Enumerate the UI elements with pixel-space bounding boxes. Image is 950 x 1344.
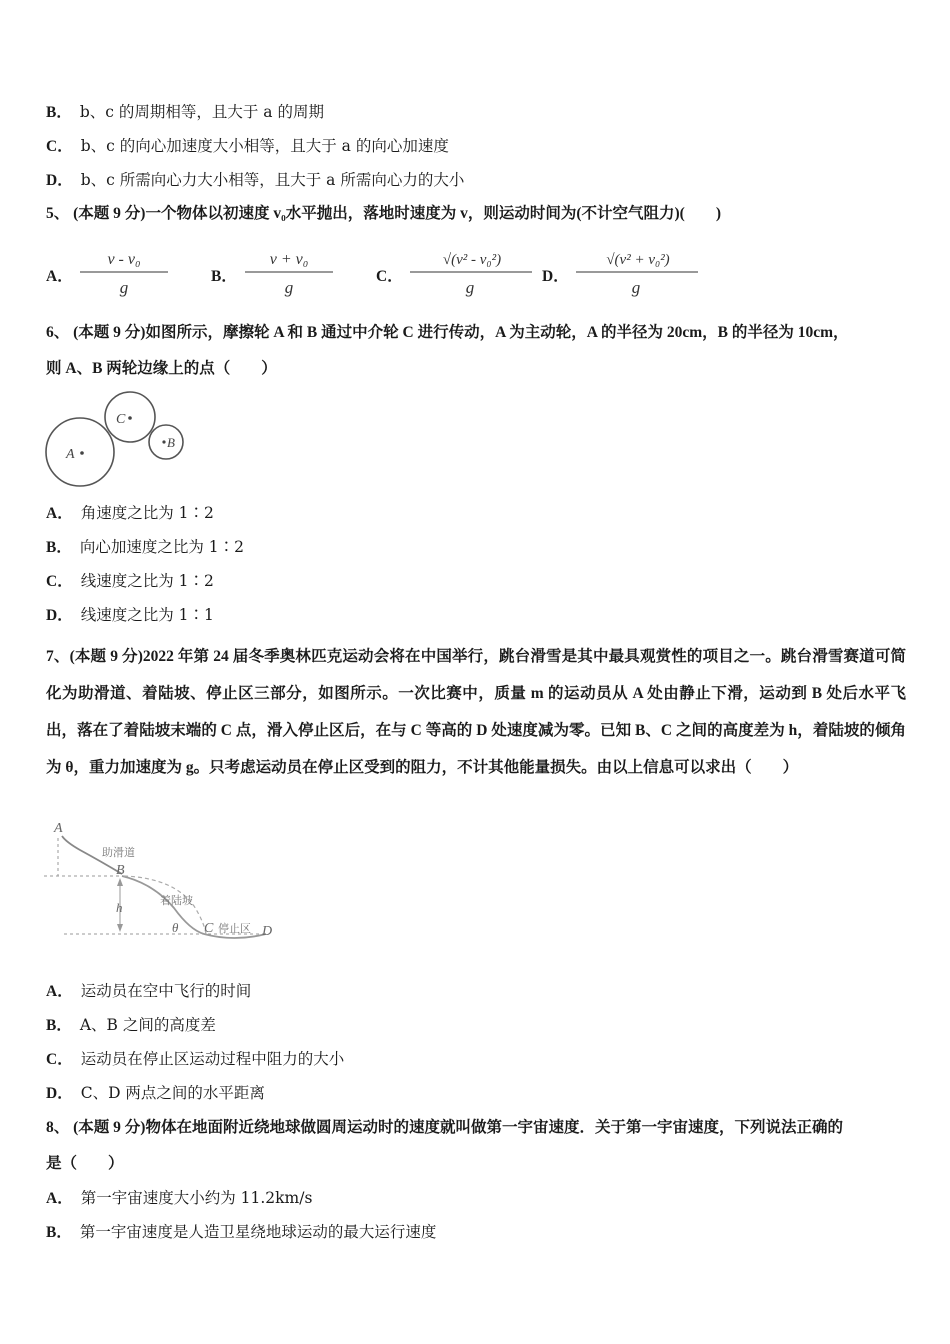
label-theta: θ bbox=[172, 920, 179, 935]
option-text: b、c 所需向心力大小相等，且大于 a 所需向心力的大小 bbox=[80, 171, 465, 189]
option-label: B． bbox=[46, 1017, 72, 1034]
option-label: A． bbox=[46, 983, 73, 1000]
q7-option-b bbox=[46, 1014, 216, 1037]
wheel-b bbox=[149, 425, 183, 459]
q8-stem-line1: 8、 (本题 9 分)物体在地面附近绕地球做圆周运动时的速度就叫做第一宇宙速度．关于第一宇宙速度，下列说法正确的 bbox=[46, 1119, 843, 1136]
option-text: 向心加速度之比为 1∶2 bbox=[79, 538, 244, 556]
q5-option-d bbox=[542, 238, 712, 302]
option-label: C． bbox=[46, 138, 73, 155]
label-b: B bbox=[167, 435, 175, 450]
option-text: C、D 两点之间的水平距离 bbox=[80, 1084, 265, 1102]
q8-stem-line2: 是（ ） bbox=[46, 1155, 124, 1172]
option-text: b、c 的周期相等，且大于 a 的周期 bbox=[79, 103, 324, 121]
q6-stem-line2: 则 A、B 两轮边缘上的点（ ） bbox=[46, 360, 277, 377]
option-label: C． bbox=[376, 268, 403, 285]
label-c: C bbox=[116, 412, 126, 427]
q5-option-a bbox=[46, 238, 206, 302]
label-a: A bbox=[54, 821, 63, 836]
q7-option-c bbox=[46, 1048, 344, 1071]
fraction-formula bbox=[239, 238, 359, 302]
option-text: 第一宇宙速度是人造卫星绕地球运动的最大运行速度 bbox=[79, 1223, 437, 1241]
option-label: D． bbox=[46, 1085, 73, 1102]
wheel-a bbox=[46, 418, 114, 486]
friction-wheels-figure bbox=[40, 388, 200, 493]
formula-numerator: √(v² + v₀²) bbox=[606, 252, 670, 268]
q7-option-a bbox=[46, 980, 251, 1003]
label-c: C bbox=[204, 921, 214, 936]
fraction-formula bbox=[404, 238, 534, 302]
option-label: D． bbox=[542, 268, 569, 285]
fraction-formula bbox=[570, 238, 700, 302]
label-stop: 停止区 bbox=[218, 922, 251, 935]
q7-option-d bbox=[46, 1082, 265, 1105]
q7-stem: 7、(本题 9 分)2022 年第 24 届冬季奥林匹克运动会将在中国举行，跳台滑雪是其中最具观赏性的项目之一。跳台滑雪赛道可简化为助滑道、着陆坡、停止区三部分，如图所示。一次比赛中，质量 m 的运动员从 A 处由静止下滑，运动到 B 处后水平飞出，落在了着陆坡末端的 C 点，滑入停止区后，在与 C 等高的 D 处速度减为零。已知 B、C 之间的高度差为 h，着陆坡的倾角为 θ，重力加速度为 g。只考虑运动员在停止区受到的阻力，不计其他能量损失。由以上信息可以求出（ ） bbox=[46, 648, 906, 776]
formula-numerator: v - v₀ bbox=[107, 251, 141, 268]
option-text: 线速度之比为 1∶2 bbox=[80, 572, 214, 590]
option-label: B． bbox=[46, 539, 72, 556]
q6-option-d bbox=[46, 604, 214, 627]
option-text: 运动员在停止区运动过程中阻力的大小 bbox=[80, 1050, 345, 1068]
label-a: A bbox=[66, 447, 75, 462]
option-label: A． bbox=[46, 505, 73, 522]
q4-option-d bbox=[46, 169, 464, 192]
q8-option-a bbox=[46, 1187, 312, 1210]
option-label: D． bbox=[46, 607, 73, 624]
option-label: B． bbox=[211, 268, 237, 285]
option-label: C． bbox=[46, 1051, 73, 1068]
formula-denominator: g bbox=[631, 278, 641, 297]
ski-jump-figure bbox=[44, 818, 284, 950]
q6-stem-line1: 6、 (本题 9 分)如图所示，摩擦轮 A 和 B 通过中介轮 C 进行传动，A 为主动轮，A 的半径为 20cm，B 的半径为 10cm， bbox=[46, 324, 849, 341]
formula-denominator: g bbox=[119, 278, 129, 297]
option-label: C． bbox=[46, 573, 73, 590]
option-label: A． bbox=[46, 1190, 73, 1207]
label-d: D bbox=[262, 924, 273, 939]
option-label: D． bbox=[46, 172, 73, 189]
fraction-formula bbox=[74, 238, 194, 302]
option-label: B． bbox=[46, 1224, 72, 1241]
option-text: 线速度之比为 1∶1 bbox=[80, 606, 214, 624]
label-b: B bbox=[116, 863, 125, 878]
q5-options bbox=[46, 238, 906, 302]
formula-denominator: g bbox=[465, 278, 475, 297]
option-text: 角速度之比为 1∶2 bbox=[80, 504, 214, 522]
option-text: A、B 之间的高度差 bbox=[79, 1016, 216, 1034]
option-label: A． bbox=[46, 268, 73, 285]
option-label: B． bbox=[46, 104, 72, 121]
label-slope: 着陆坡 bbox=[160, 894, 193, 907]
q5-option-b bbox=[211, 238, 371, 302]
q6-option-b bbox=[46, 536, 244, 559]
label-h: h bbox=[116, 900, 123, 915]
q4-option-c bbox=[46, 135, 449, 158]
q6-option-c bbox=[46, 570, 214, 593]
label-run: 助滑道 bbox=[102, 846, 135, 859]
q6-option-a bbox=[46, 502, 214, 525]
option-text: 第一宇宙速度大小约为 11.2km/s bbox=[80, 1189, 313, 1207]
q4-option-b bbox=[46, 101, 324, 124]
q5-option-c bbox=[376, 238, 541, 302]
q8-option-b bbox=[46, 1221, 436, 1244]
formula-denominator: g bbox=[284, 278, 294, 297]
formula-numerator: √(v² - v₀²) bbox=[442, 252, 502, 268]
formula-numerator: v + v₀ bbox=[269, 251, 309, 268]
option-text: b、c 的向心加速度大小相等，且大于 a 的向心加速度 bbox=[80, 137, 449, 155]
option-text: 运动员在空中飞行的时间 bbox=[80, 982, 252, 1000]
q5-stem: 5、 (本题 9 分)一个物体以初速度 v₀水平抛出，落地时速度为 v，则运动时间为(不计空气阻力)( ) bbox=[46, 205, 721, 222]
